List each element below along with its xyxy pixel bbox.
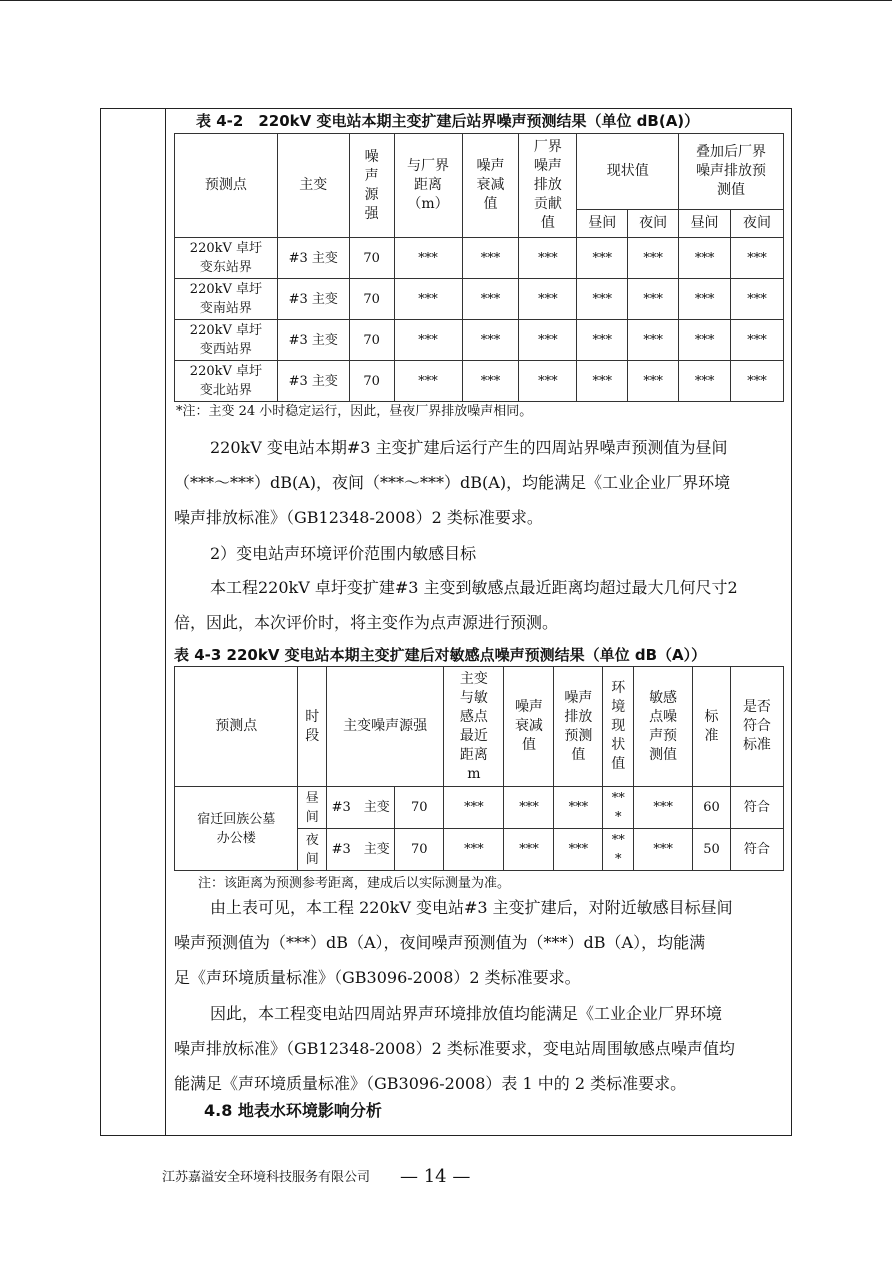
- table-row: [175, 238, 784, 279]
- cell-point: 220kV 卓圩 变北站界: [175, 361, 278, 402]
- cell-current-night: ***: [628, 238, 679, 279]
- cell-attenuation: ***: [504, 829, 554, 871]
- table-row: [175, 320, 784, 361]
- cell-attenuation: ***: [462, 320, 519, 361]
- header-source: 主变噪声源强: [326, 667, 443, 787]
- cell-source: 70: [395, 787, 444, 829]
- cell-transformer: #3 主变: [326, 787, 394, 829]
- cell-source: 70: [349, 238, 394, 279]
- cell-overlay-day: ***: [679, 238, 731, 279]
- cell-predicted: ***: [633, 829, 692, 871]
- cell-compliant: 符合: [730, 787, 783, 829]
- cell-distance: ***: [394, 320, 462, 361]
- paragraph-line: 噪声排放标准》（GB12348-2008）2 类标准要求。: [174, 508, 543, 527]
- cell-overlay-day: ***: [679, 361, 731, 402]
- header-overlay-night: 夜间: [731, 210, 784, 238]
- frame-column-divider: [165, 108, 166, 1136]
- header-current: 现状值: [577, 134, 679, 210]
- header-overlay: 叠加后厂界 噪声排放预 测值: [679, 134, 784, 210]
- cell-transformer: #3 主变: [277, 279, 349, 320]
- header-distance: 主变 与敏 感点 最近 距离 m: [444, 667, 504, 787]
- header-predicted: 敏感 点噪 声预 测值: [633, 667, 692, 787]
- cell-source: 70: [395, 829, 444, 871]
- paragraph-line: 倍，因此，本次评价时，将主变作为点声源进行预测。: [174, 613, 559, 632]
- footer-company: 江苏嘉溢安全环境科技服务有限公司: [162, 1170, 371, 1185]
- cell-point: 220kV 卓圩 变东站界: [175, 238, 278, 279]
- header-attenuation: 噪声 衰减 值: [504, 667, 554, 787]
- paragraph-line: 噪声预测值为（***）dB（A），夜间噪声预测值为（***）dB（A），均能满: [174, 933, 706, 952]
- cell-current: ** *: [603, 787, 634, 829]
- table-row: [175, 279, 784, 320]
- cell-current-day: ***: [577, 279, 628, 320]
- cell-current-night: ***: [628, 320, 679, 361]
- paragraph-point-source: [174, 570, 786, 640]
- table1-caption: 表 4-2 220kV 变电站本期主变扩建后站界噪声预测结果（单位 dB(A)）: [196, 112, 700, 130]
- cell-attenuation: ***: [462, 279, 519, 320]
- header-attenuation: 噪声 衰减 值: [462, 134, 519, 238]
- cell-emission: ***: [554, 829, 603, 871]
- header-transformer: 主变: [277, 134, 349, 238]
- cell-period: 夜 间: [298, 829, 327, 871]
- cell-compliant: 符合: [730, 829, 783, 871]
- cell-transformer: #3 主变: [326, 829, 394, 871]
- paragraph-line: 能满足《声环境质量标准》（GB3096-2008）表 1 中的 2 类标准要求。: [174, 1074, 687, 1093]
- cell-distance: ***: [444, 829, 504, 871]
- cell-current-day: ***: [577, 361, 628, 402]
- section-heading: 4.8 地表水环境影响分析: [204, 1101, 382, 1120]
- paragraph-line: 220kV 变电站本期#3 主变扩建后运行产生的四周站界噪声预测值为昼间: [210, 438, 728, 457]
- header-point: 预测点: [175, 134, 278, 238]
- table1-note: *注：主变 24 小时稳定运行，因此，昼夜厂界排放噪声相同。: [176, 404, 533, 419]
- cell-source: 70: [349, 279, 394, 320]
- header-distance: 与厂界 距离 （m）: [394, 134, 462, 238]
- cell-source: 70: [349, 320, 394, 361]
- header-current: 环 境 现 状 值: [603, 667, 634, 787]
- header-current-night: 夜间: [628, 210, 679, 238]
- cell-transformer: #3 主变: [277, 320, 349, 361]
- cell-current-day: ***: [577, 238, 628, 279]
- cell-standard: 50: [693, 829, 731, 871]
- cell-overlay-night: ***: [731, 238, 784, 279]
- cell-period: 昼 间: [298, 787, 327, 829]
- cell-distance: ***: [444, 787, 504, 829]
- table1-boundary-noise: [174, 133, 784, 402]
- paragraph-line: 由上表可见，本工程 220kV 变电站#3 主变扩建后，对附近敏感目标昼间: [210, 898, 733, 917]
- cell-overlay-day: ***: [679, 279, 731, 320]
- cell-current-night: ***: [628, 279, 679, 320]
- cell-attenuation: ***: [504, 787, 554, 829]
- cell-distance: ***: [394, 279, 462, 320]
- cell-emission: ***: [554, 787, 603, 829]
- paragraph-line: （***～***）dB(A)，夜间（***～***）dB(A)，均能满足《工业企业厂界环境: [174, 473, 731, 492]
- cell-contribution: ***: [519, 238, 577, 279]
- cell-predicted: ***: [633, 787, 692, 829]
- table-row: [175, 787, 784, 829]
- header-source: 噪 声 源 强: [349, 134, 394, 238]
- cell-current: ** *: [603, 829, 634, 871]
- header-contribution: 厂界 噪声 排放 贡献 值: [519, 134, 577, 238]
- cell-contribution: ***: [519, 279, 577, 320]
- cell-transformer: #3 主变: [277, 238, 349, 279]
- cell-overlay-day: ***: [679, 320, 731, 361]
- table2-sensitive-noise: [174, 666, 784, 871]
- page-top-rule: [0, 0, 892, 1]
- cell-overlay-night: ***: [731, 320, 784, 361]
- table2-note: 注：该距离为预测参考距离，建成后以实际测量为准。: [198, 876, 511, 891]
- cell-point: 220kV 卓圩 变西站界: [175, 320, 278, 361]
- cell-contribution: ***: [519, 320, 577, 361]
- cell-source: 70: [349, 361, 394, 402]
- cell-standard: 60: [693, 787, 731, 829]
- cell-transformer: #3 主变: [277, 361, 349, 402]
- cell-overlay-night: ***: [731, 361, 784, 402]
- page-number: — 14 —: [400, 1166, 471, 1187]
- item-heading: 2）变电站声环境评价范围内敏感目标: [210, 544, 477, 563]
- cell-contribution: ***: [519, 361, 577, 402]
- item-sensitive-targets: [174, 536, 786, 571]
- cell-attenuation: ***: [462, 238, 519, 279]
- header-point: 预测点: [175, 667, 298, 787]
- header-compliant: 是否 符合 标准: [730, 667, 783, 787]
- cell-attenuation: ***: [462, 361, 519, 402]
- table-row: [175, 361, 784, 402]
- cell-point: 宿迁回族公墓 办公楼: [175, 787, 298, 871]
- cell-distance: ***: [394, 361, 462, 402]
- paragraph-conclusion: [174, 996, 786, 1101]
- paragraph-line: 足《声环境质量标准》（GB3096-2008）2 类标准要求。: [174, 968, 581, 987]
- cell-overlay-night: ***: [731, 279, 784, 320]
- paragraph-line: 本工程220kV 卓圩变扩建#3 主变到敏感点最近距离均超过最大几何尺寸2: [210, 578, 738, 597]
- cell-distance: ***: [394, 238, 462, 279]
- header-overlay-day: 昼间: [679, 210, 731, 238]
- cell-point: 220kV 卓圩 变南站界: [175, 279, 278, 320]
- table2-caption: 表 4-3 220kV 变电站本期主变扩建后对敏感点噪声预测结果（单位 dB（A））: [174, 646, 707, 664]
- header-standard: 标 准: [693, 667, 731, 787]
- paragraph-boundary-result: [174, 430, 786, 535]
- header-period: 时 段: [298, 667, 327, 787]
- paragraph-line: 噪声排放标准》（GB12348-2008）2 类标准要求，变电站周围敏感点噪声值均: [174, 1039, 735, 1058]
- paragraph-sensitive-result: [174, 890, 786, 995]
- header-emission: 噪声 排放 预测 值: [554, 667, 603, 787]
- cell-current-day: ***: [577, 320, 628, 361]
- cell-current-night: ***: [628, 361, 679, 402]
- header-current-day: 昼间: [577, 210, 628, 238]
- paragraph-line: 因此，本工程变电站四周站界声环境排放值均能满足《工业企业厂界环境: [210, 1004, 723, 1023]
